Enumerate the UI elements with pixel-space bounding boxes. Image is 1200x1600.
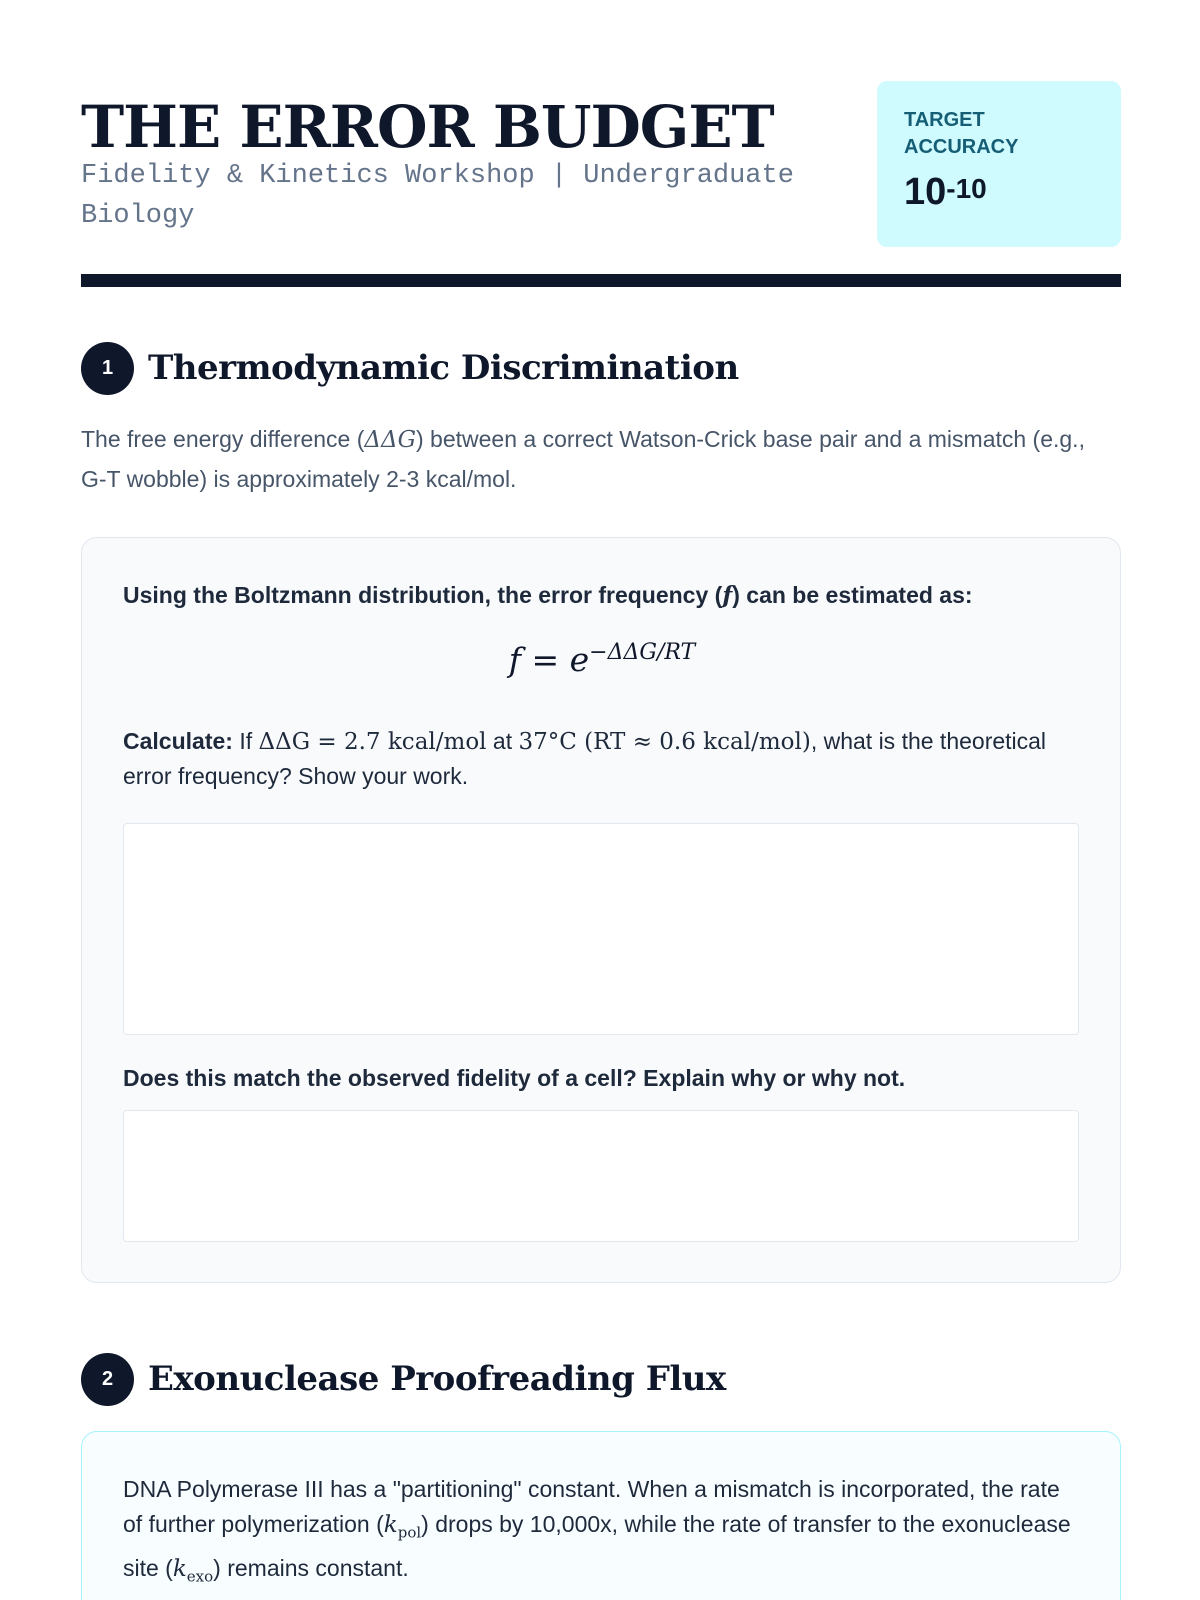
section-number-badge: 2 — [81, 1353, 134, 1406]
page-header — [81, 81, 1121, 287]
section-title: Thermodynamic Discrimination — [148, 348, 739, 388]
text-mid: ) drops by 10,000x, while the rate of transfer to the exonuclease site ( — [123, 1511, 1071, 1581]
info-card-2 — [81, 1431, 1121, 1600]
page-subtitle: Fidelity & Kinetics Workshop | Undergraduate Biology — [81, 161, 794, 231]
calc-condition: ΔΔG = 2.7 kcal/mol — [258, 729, 487, 755]
boltzmann-formula — [82, 640, 1122, 679]
calculation-answer-box[interactable] — [123, 823, 1079, 1035]
k-pol-symbol: k — [383, 1512, 398, 1538]
section-1-intro — [81, 420, 1091, 499]
target-accuracy-value — [904, 171, 1094, 214]
k-pol-subscript: pol — [397, 1523, 422, 1542]
section-1-heading — [81, 341, 739, 395]
fidelity-question: Does this match the observed fidelity of a cell? Explain why or why not. — [123, 1065, 906, 1091]
calc-temperature: 37°C (RT ≈ 0.6 kcal/mol) — [518, 729, 811, 755]
k-exo-symbol: k — [172, 1555, 187, 1582]
delta-delta-g-symbol: ΔΔG — [364, 427, 416, 453]
section-number-badge: 1 — [81, 342, 134, 395]
target-base: 10 — [904, 171, 947, 213]
k-exo-subscript: exo — [186, 1567, 214, 1586]
text-pre: DNA Polymerase III has a "partitioning" constant. When a mismatch is incorporated, the rate of further polymerization ( — [123, 1476, 1060, 1537]
calc-at: at — [486, 728, 519, 754]
partitioning-text — [123, 1472, 1083, 1594]
f-symbol: f — [722, 582, 733, 609]
prompt-text-pre: Using the Boltzmann distribution, the error frequency ( — [123, 582, 723, 608]
question-card-1 — [81, 537, 1121, 1283]
text-post: ) remains constant. — [213, 1554, 409, 1581]
intro-text-post: ) between a correct Watson-Crick base pair and a mismatch (e.g., G-T wobble) is approximately 2-3 kcal/mol. — [81, 426, 1085, 492]
section-2-heading — [81, 1352, 726, 1406]
intro-text-pre: The free energy difference ( — [81, 426, 365, 452]
header-divider — [81, 274, 1121, 287]
target-exponent: -10 — [946, 173, 987, 204]
page-title: THE ERROR BUDGET — [81, 93, 774, 161]
prompt-text-post: ) can be estimated as: — [732, 582, 973, 608]
calculate-label: Calculate: — [123, 728, 233, 754]
formula-exponent: −ΔΔG/RT — [589, 640, 696, 665]
target-accuracy-box — [877, 81, 1121, 247]
calculate-question — [123, 724, 1083, 793]
formula-lhs: f = e — [508, 640, 590, 679]
section-title: Exonuclease Proofreading Flux — [148, 1359, 726, 1399]
calc-text-post: , what is the theoretical error frequency? Show your work. — [123, 728, 1047, 789]
calc-if: If — [232, 728, 259, 754]
fidelity-answer-box[interactable] — [123, 1110, 1079, 1242]
target-accuracy-label: TARGET ACCURACY — [904, 109, 1019, 158]
boltzmann-prompt — [123, 582, 973, 609]
